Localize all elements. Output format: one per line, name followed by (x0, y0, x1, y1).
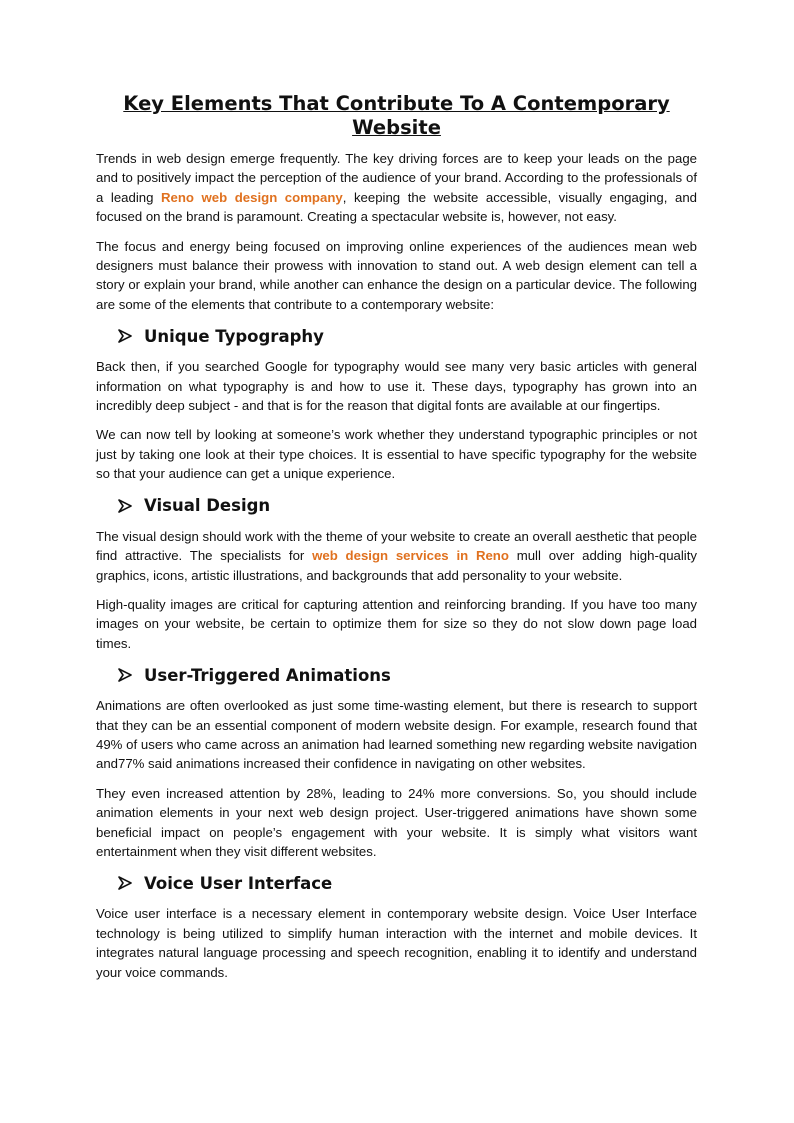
title-line-1: Key Elements That Contribute To A Contemporary (123, 92, 670, 115)
arrow-bullet-icon (118, 329, 132, 343)
document-title (96, 92, 697, 140)
document-page (96, 92, 697, 992)
voice-paragraph-1: Voice user interface is a necessary element in contemporary website design. Voice User Interface technology is being utilized to simplify human interaction with the internet and mobile devices. It integrates natural language processing and speech recognition, enabling it to identify and understand your voice commands. (96, 906, 697, 980)
intro-p1-text-before: Trends in web design emerge frequently. The key driving forces are to keep your leads on the page and to positively impact the perception of the audience of your brand. According to the professionals of a leading (96, 151, 697, 205)
animations-paragraph-2: They even increased attention by 28%, leading to 24% more conversions. So, you should include animation elements in your next web design project. User-triggered animations have shown some beneficial impact on people’s engagement with your website. It is simply what visitors want entertainment when they visit different websites. (96, 785, 697, 859)
web-design-services-reno-link[interactable]: web design services in Reno (312, 548, 509, 564)
intro-paragraph-1 (96, 149, 697, 227)
visual-paragraph-2: High-quality images are critical for capturing attention and reinforcing branding. If you have too many images on your website, be certain to optimize them for size so they do not slow down page load times. (96, 596, 697, 651)
heading-text: Visual Design (144, 496, 271, 516)
reno-web-design-company-link[interactable]: Reno web design company (161, 189, 343, 205)
arrow-bullet-icon (118, 499, 132, 513)
heading-text: User-Triggered Animations (144, 665, 391, 685)
animations-paragraph-1: Animations are often overlooked as just some time-wasting element, but there is research to support that they can be an essential component of modern website design. For example, research found that 49% of users who came across an animation had learned something new regarding website navigation and77% said animations increased their confidence in navigating on other websites. (96, 698, 697, 772)
heading-text: Voice User Interface (144, 873, 333, 893)
intro-p1-text-after: , keeping the website accessible, visually engaging, and focused on the brand is paramount. Creating a spectacular website is, however, not easy. (96, 189, 697, 225)
arrow-bullet-icon (118, 668, 132, 682)
section-heading-animations (118, 663, 697, 687)
visual-paragraph-1 (96, 527, 697, 585)
arrow-bullet-icon (118, 876, 132, 890)
visual-p1-text-before: The visual design should work with the theme of your website to create an overall aesthetic that people find attractive. The specialists for (96, 528, 697, 564)
section-heading-visual-design (118, 494, 697, 518)
section-heading-voice-ui (118, 871, 697, 895)
typography-paragraph-1: Back then, if you searched Google for typography would see many very basic articles with general information on what typography is and how to use it. These days, typography has grown into an incredibly deep subject - and that is for the reason that digital fonts are available at our fingertips. (96, 359, 697, 414)
typography-paragraph-2: We can now tell by looking at someone’s work whether they understand typographic principles or not just by taking one look at their type choices. It is essential to have specific typography for the website so that your audience can get a unique experience. (96, 427, 697, 482)
title-line-2: Website (352, 116, 441, 139)
visual-p1-text-after: mull over adding high-quality graphics, icons, artistic illustrations, and backgrounds that add personality to your website. (96, 548, 697, 583)
intro-paragraph-2: The focus and energy being focused on improving online experiences of the audiences mean web designers must balance their prowess with innovation to stand out. A web design element can tell a story or explain your brand, while another can enhance the design on a particular device. The following are some of the elements that contribute to a contemporary website: (96, 238, 697, 312)
heading-text: Unique Typography (144, 326, 324, 346)
section-heading-typography (118, 324, 697, 348)
